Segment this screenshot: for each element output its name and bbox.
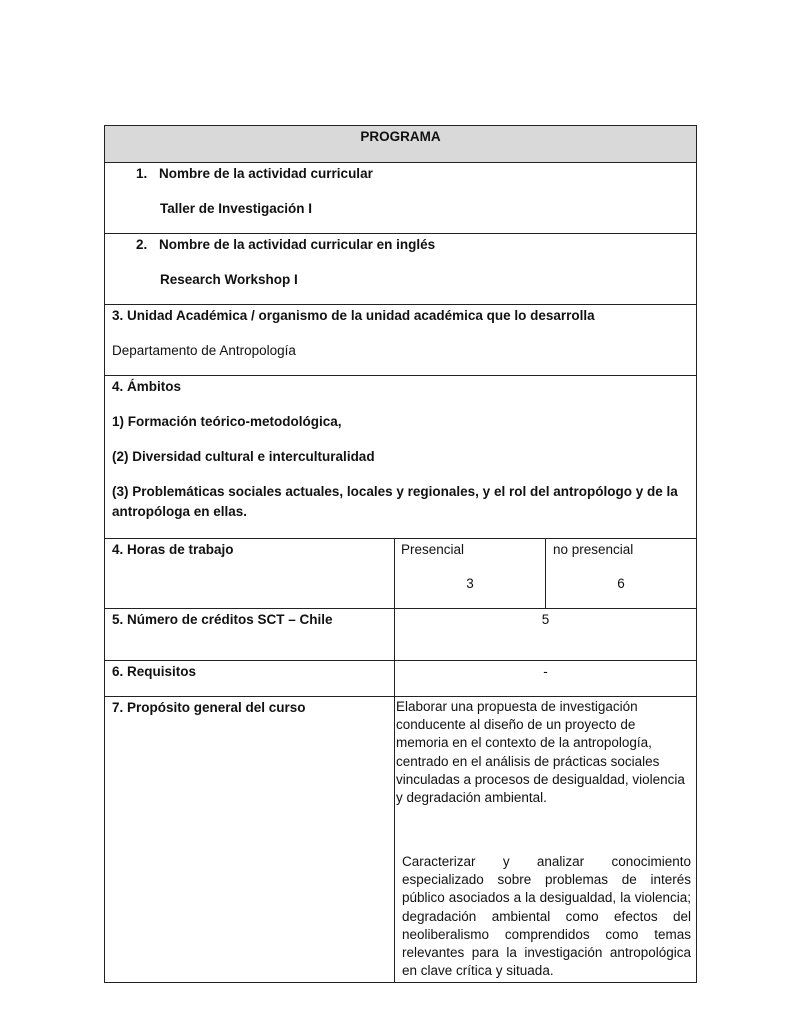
- row-ambitos: [105, 375, 696, 538]
- purpose-paragraph-1: [396, 698, 696, 807]
- purpose-label: 7. Propósito general del curso: [112, 700, 306, 715]
- section2-number: 2.: [136, 237, 148, 252]
- ambito-item: (2) Diversidad cultural e interculturalidad: [112, 449, 375, 464]
- presencial-label: Presencial: [401, 542, 465, 557]
- ambito-item-continuation: antropóloga en ellas.: [112, 504, 248, 519]
- ambito-item: (3) Problemáticas sociales actuales, locales y regionales, y el rol del antropólogo y de la: [112, 484, 678, 499]
- row-activity-name: [105, 162, 696, 233]
- column-divider: [545, 539, 546, 608]
- no-presencial-value: 6: [617, 576, 625, 591]
- program-table: [104, 125, 697, 983]
- credits-value: 5: [541, 612, 550, 627]
- section1-number: 1.: [136, 166, 148, 181]
- table-header-row: [105, 126, 696, 162]
- purpose-line: Elaborar una propuesta de investigación: [396, 699, 638, 714]
- requisites-value: -: [543, 664, 548, 679]
- section2-value: Research Workshop I: [160, 272, 298, 287]
- ambito-item: 1) Formación teórico-metodológica,: [112, 414, 342, 429]
- section4-label: 4. Ámbitos: [112, 379, 182, 394]
- no-presencial-label: no presencial: [553, 542, 634, 557]
- section3-label: 3. Unidad Académica / organismo de la unidad académica que lo desarrolla: [112, 308, 595, 323]
- table-header-title: PROGRAMA: [360, 129, 441, 144]
- row-academic-unit: [105, 304, 696, 375]
- section1-value: Taller de Investigación I: [160, 201, 313, 216]
- credits-label: 5. Número de créditos SCT – Chile: [112, 612, 333, 627]
- row-requisites: [105, 660, 696, 696]
- row-activity-name-english: [105, 233, 696, 304]
- column-divider: [394, 697, 395, 982]
- column-divider: [394, 539, 395, 608]
- row-purpose: [105, 696, 696, 982]
- presencial-value: 3: [466, 576, 474, 591]
- section2-label: Nombre de la actividad curricular en inglés: [159, 237, 436, 252]
- purpose-paragraph-2: Caracterizar y analizar conocimiento especializado sobre problemas de interés público asociados a la desigualdad, la violencia; degradación ambiental como efectos del neoliberalismo comprendidos como temas relevantes para la investigación antropológica en clave crítica y situada.: [402, 854, 691, 979]
- hours-label: 4. Horas de trabajo: [112, 542, 234, 557]
- purpose-line: y degradación ambiental.: [396, 790, 547, 806]
- requisites-label: 6. Requisitos: [112, 664, 197, 679]
- purpose-line: vinculadas a procesos de desigualdad, violencia: [396, 771, 685, 787]
- purpose-line: centrado en el análisis de prácticas sociales: [396, 753, 660, 769]
- row-credits: [105, 608, 696, 660]
- section1-label: Nombre de la actividad curricular: [159, 166, 373, 181]
- section3-value: Departamento de Antropología: [112, 343, 296, 358]
- purpose-line: conducente al diseño de un proyecto de: [396, 717, 636, 733]
- purpose-line: memoria en el contexto de la antropología,: [396, 735, 652, 751]
- row-work-hours: [105, 538, 696, 608]
